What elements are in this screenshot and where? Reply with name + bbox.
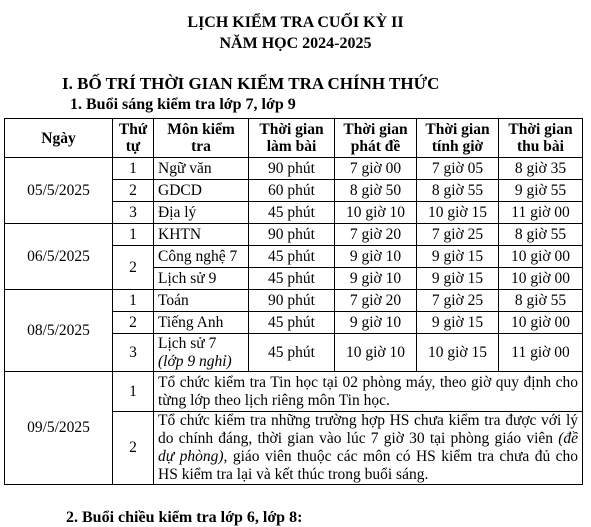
order-cell: 2 (113, 312, 154, 334)
day-cell: 06/5/2025 (5, 224, 113, 290)
subject-cell: Công nghệ 7 (154, 246, 249, 268)
note-cell: Tổ chức kiểm tra Tin học tại 02 phòng máy, theo giờ quy định cho từng lớp theo lịch riêng môn Tin học. (154, 372, 583, 412)
header-collect: Thời gian thu bài (499, 119, 583, 158)
table-row (5, 290, 583, 312)
duration-cell: 45 phút (249, 268, 335, 290)
start-cell: 9 giờ 15 (417, 268, 499, 290)
start-cell: 7 giờ 25 (417, 290, 499, 312)
section-heading: I. BỐ TRÍ THỜI GIAN KIỂM TRA CHÍNH THỨC (62, 74, 440, 93)
collect-cell: 10 giờ 00 (499, 268, 583, 290)
start-cell: 10 giờ 15 (417, 202, 499, 224)
order-cell: 2 (113, 412, 154, 485)
order-cell: 3 (113, 334, 154, 372)
duration-cell: 45 phút (249, 334, 335, 372)
duration-cell: 90 phút (249, 224, 335, 246)
note-text: Tổ chức kiểm tra những trường hợp HS chưa kiểm tra được với lý do chính đáng, thời gian vào lúc 7 giờ 30 tại phòng giáo viên (158, 412, 578, 447)
table-row (5, 158, 583, 180)
start-cell: 7 giờ 25 (417, 224, 499, 246)
subject-cell: Địa lý (154, 202, 249, 224)
duration-cell: 45 phút (249, 312, 335, 334)
subject-note: (lớp 9 nghỉ) (158, 352, 232, 370)
hand-out-cell: 9 giờ 10 (335, 268, 417, 290)
order-cell: 1 (113, 158, 154, 180)
hand-out-cell: 7 giờ 20 (335, 290, 417, 312)
note-italic: (đề dự phòng) (158, 430, 578, 465)
duration-cell: 90 phút (249, 290, 335, 312)
collect-cell: 11 giờ 00 (499, 202, 583, 224)
exam-schedule-table (4, 118, 583, 485)
start-cell: 10 giờ 15 (417, 334, 499, 372)
document-title: LỊCH KIỂM TRA CUỐI KỲ II (187, 14, 404, 31)
start-cell: 8 giờ 55 (417, 180, 499, 202)
morning-subheading: 1. Buổi sáng kiểm tra lớp 7, lớp 9 (70, 96, 296, 113)
afternoon-subheading: 2. Buổi chiều kiểm tra lớp 6, lớp 8: (66, 509, 303, 526)
note-text-end: , giáo viên thuộc các môn có HS kiểm tra chưa đủ cho HS kiểm tra lại và kết thúc trong buổi sáng. (158, 448, 579, 483)
duration-cell: 60 phút (249, 180, 335, 202)
header-subject: Môn kiểm tra (154, 119, 249, 158)
hand-out-cell: 10 giờ 10 (335, 334, 417, 372)
subject-cell: Toán (154, 290, 249, 312)
hand-out-cell: 10 giờ 10 (335, 202, 417, 224)
day-cell: 05/5/2025 (5, 158, 113, 224)
school-year: NĂM HỌC 2024-2025 (219, 35, 372, 52)
note-cell (154, 412, 583, 485)
start-cell: 9 giờ 15 (417, 312, 499, 334)
order-cell: 2 (113, 246, 154, 290)
collect-cell: 11 giờ 00 (499, 334, 583, 372)
header-day: Ngày (5, 119, 113, 158)
table-row (5, 224, 583, 246)
subject-cell: GDCD (154, 180, 249, 202)
header-hand-out: Thời gian phát đề (335, 119, 417, 158)
hand-out-cell: 9 giờ 10 (335, 312, 417, 334)
start-cell: 7 giờ 05 (417, 158, 499, 180)
duration-cell: 90 phút (249, 158, 335, 180)
subject-cell: Lịch sử 9 (154, 268, 249, 290)
order-cell: 1 (113, 224, 154, 246)
collect-cell: 8 giờ 55 (499, 290, 583, 312)
start-cell: 9 giờ 15 (417, 246, 499, 268)
hand-out-cell: 8 giờ 50 (335, 180, 417, 202)
table-row (5, 372, 583, 412)
subject-cell: KHTN (154, 224, 249, 246)
subject-cell (154, 334, 249, 372)
collect-cell: 10 giờ 00 (499, 312, 583, 334)
header-start: Thời gian tính giờ (417, 119, 499, 158)
collect-cell: 8 giờ 55 (499, 224, 583, 246)
header-order: Thứ tự (113, 119, 154, 158)
header-duration: Thời gian làm bài (249, 119, 335, 158)
day-cell: 09/5/2025 (5, 372, 113, 485)
subject-name: Lịch sử 7 (158, 334, 217, 352)
duration-cell: 45 phút (249, 246, 335, 268)
subject-cell: Ngữ văn (154, 158, 249, 180)
collect-cell: 8 giờ 35 (499, 158, 583, 180)
duration-cell: 45 phút (249, 202, 335, 224)
hand-out-cell: 7 giờ 20 (335, 224, 417, 246)
collect-cell: 10 giờ 00 (499, 246, 583, 268)
day-cell: 08/5/2025 (5, 290, 113, 372)
order-cell: 1 (113, 372, 154, 412)
hand-out-cell: 7 giờ 00 (335, 158, 417, 180)
collect-cell: 9 giờ 55 (499, 180, 583, 202)
table-header-row (5, 119, 583, 158)
hand-out-cell: 9 giờ 10 (335, 246, 417, 268)
subject-cell: Tiếng Anh (154, 312, 249, 334)
order-cell: 3 (113, 202, 154, 224)
order-cell: 1 (113, 290, 154, 312)
order-cell: 2 (113, 180, 154, 202)
